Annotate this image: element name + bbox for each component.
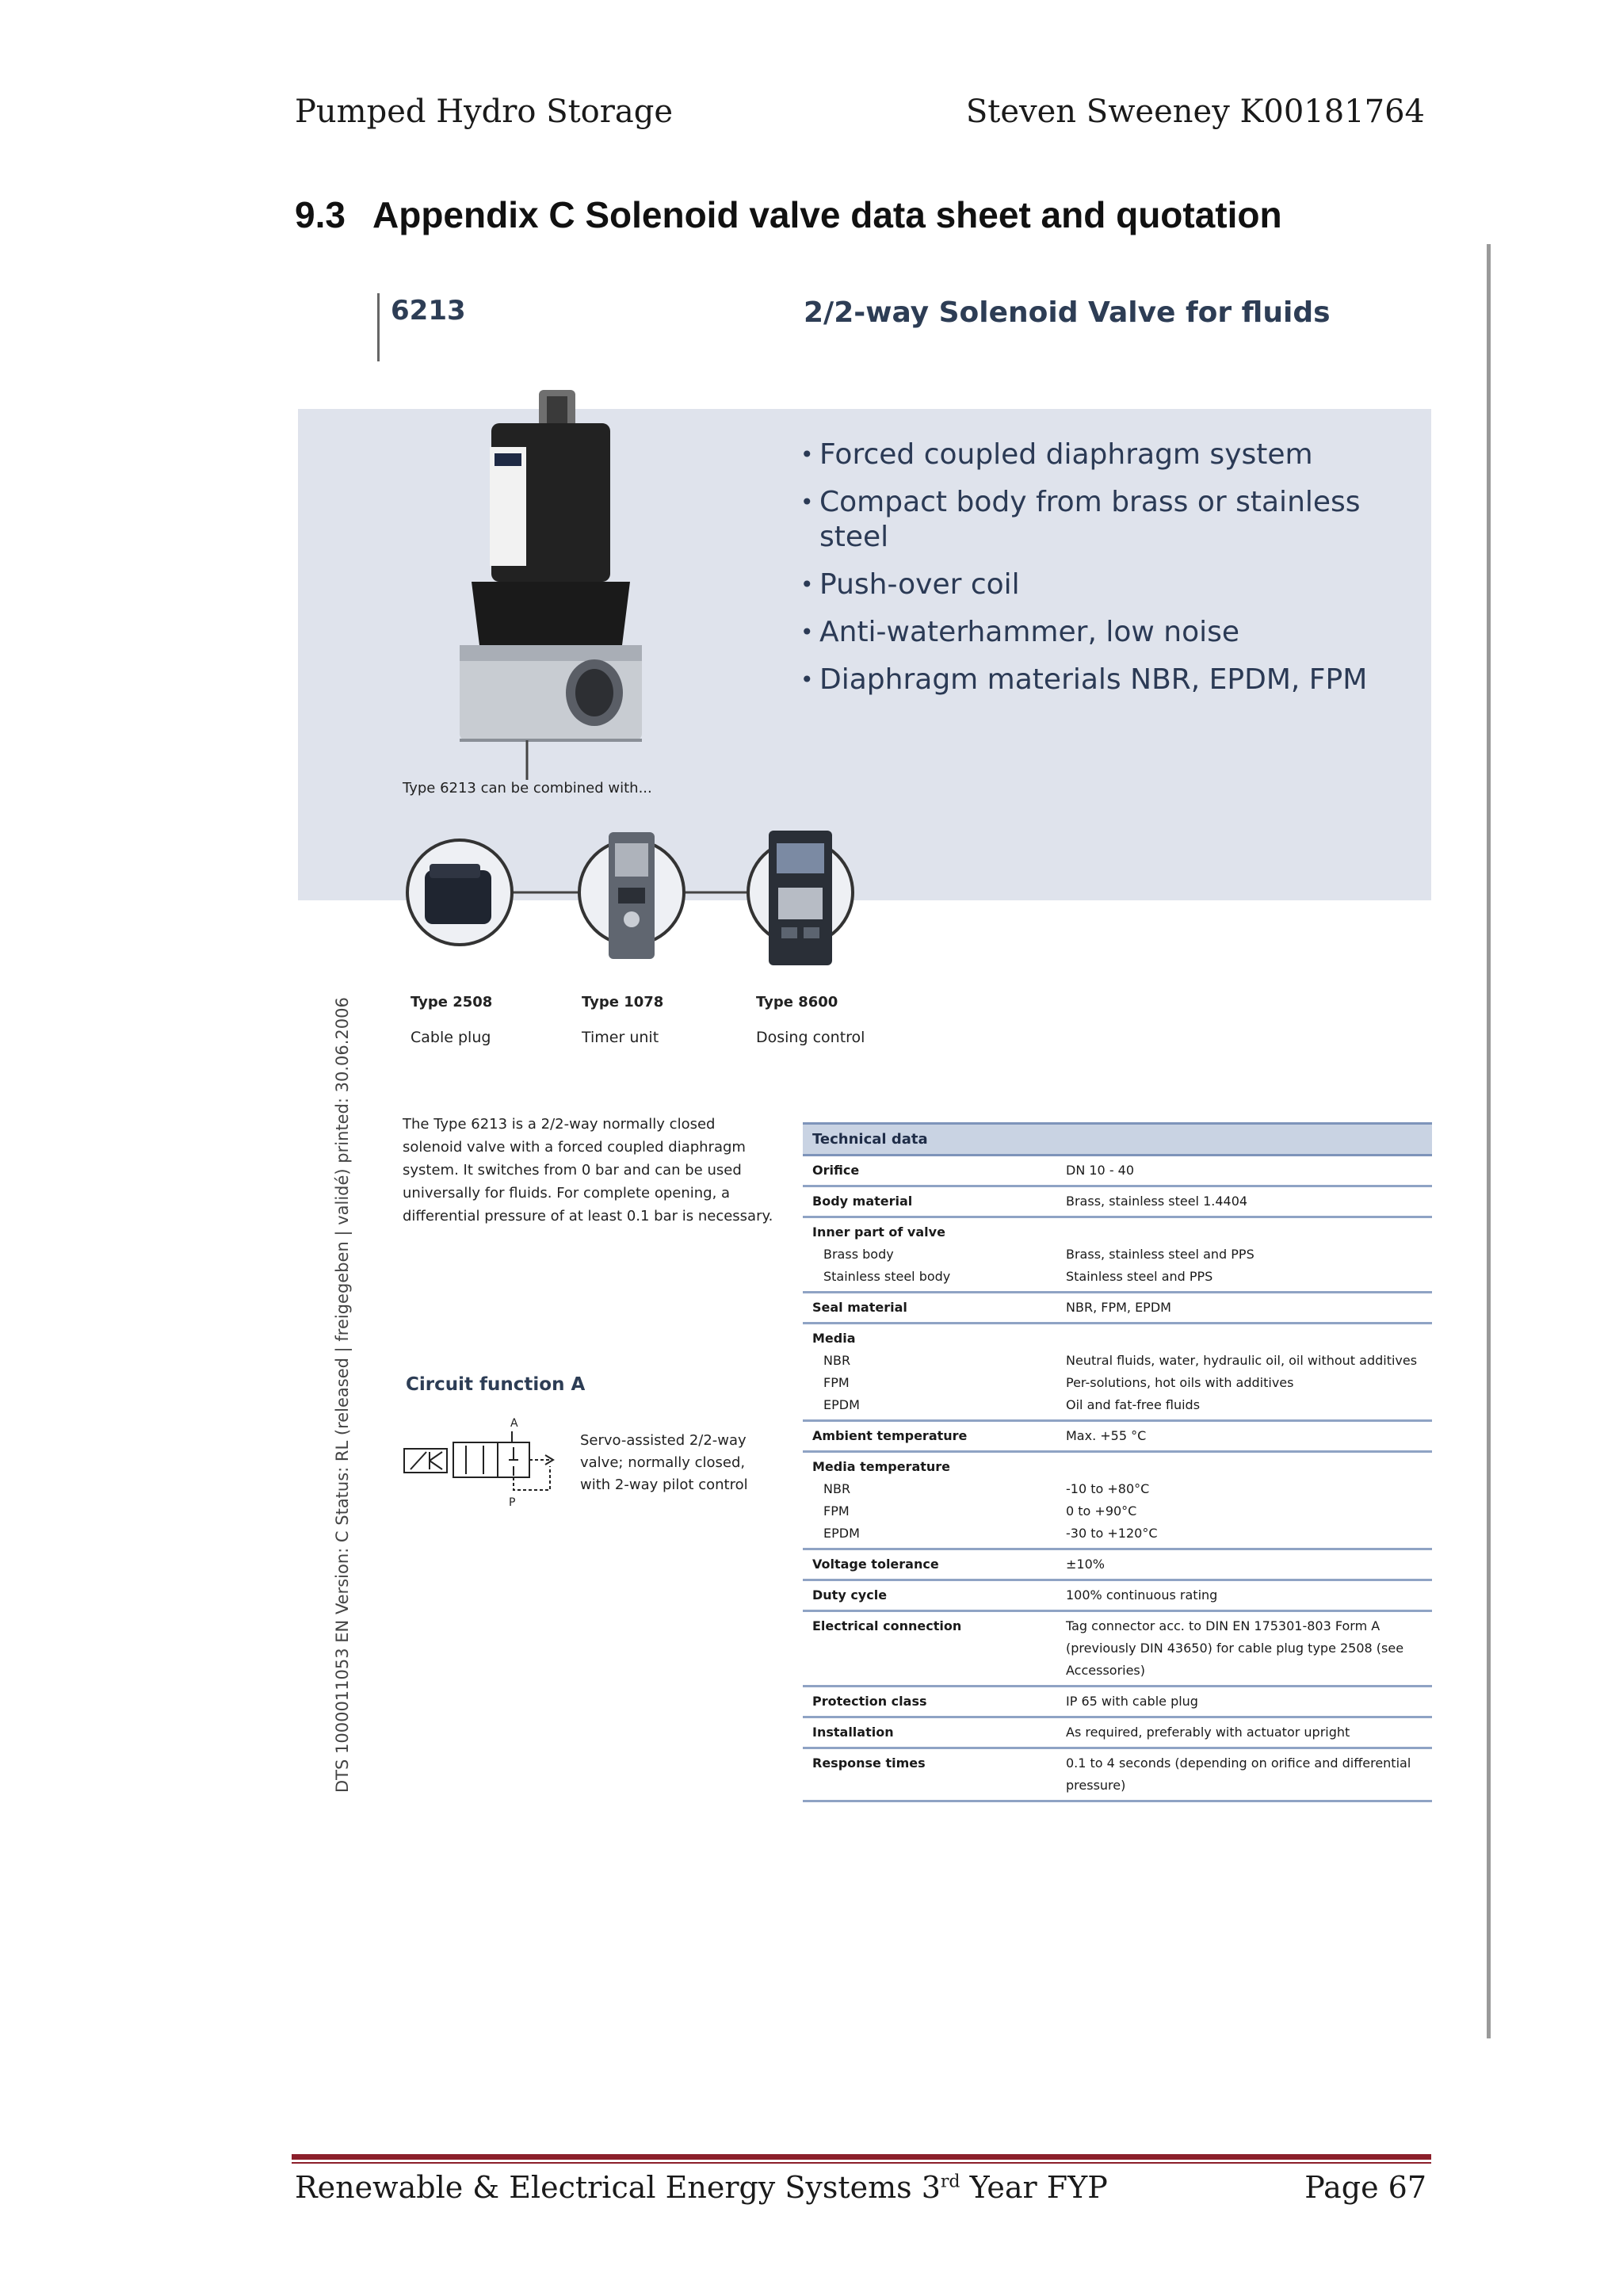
table-row	[803, 1421, 1432, 1452]
row-label: Media temperature	[812, 1459, 951, 1474]
footer-rule-thin	[292, 2162, 1431, 2164]
feature-item: • Compact body from brass or stainless steel	[800, 485, 1403, 555]
row-label: Body material	[803, 1186, 1056, 1217]
table-row	[803, 1717, 1432, 1748]
combined-with-label: Type 6213 can be combined with...	[403, 780, 652, 797]
model-number: 6213	[391, 295, 466, 327]
row-value: Brass, stainless steel and PPS	[1066, 1247, 1254, 1262]
accessory-type-2: Type 1078	[582, 994, 664, 1010]
row-value: -30 to +120°C	[1066, 1526, 1158, 1541]
table-row	[803, 1156, 1432, 1186]
row-value: Brass, stainless steel 1.4404	[1056, 1186, 1432, 1217]
table-header-row	[803, 1124, 1432, 1156]
accessory-desc-2: Timer unit	[582, 1029, 659, 1046]
product-title: 2/2-way Solenoid Valve for fluids	[804, 296, 1331, 329]
table-row	[803, 1748, 1432, 1801]
row-value: As required, preferably with actuator upright	[1056, 1717, 1432, 1748]
page-footer-left	[295, 2170, 1108, 2205]
technical-data-table	[803, 1122, 1432, 1802]
footer-text: Renewable & Electrical Energy Systems 3	[295, 2170, 941, 2205]
feature-item: • Diaphragm materials NBR, EPDM, FPM	[800, 663, 1403, 697]
port-p-label: P	[509, 1496, 516, 1509]
table-row	[803, 1452, 1432, 1549]
title-divider	[377, 293, 380, 361]
solenoid-valve-image	[428, 384, 666, 780]
document-code: DTS 1000011053 EN Version: C Status: RL (released | freigegeben | validé) printed: 30.06.2006	[333, 997, 352, 1793]
port-a-label: A	[510, 1417, 518, 1430]
circuit-function-description: Servo-assisted 2/2-way valve; normally closed, with 2-way pilot control	[580, 1432, 748, 1493]
circuit-function-title: Circuit function A	[406, 1374, 586, 1395]
row-label-group	[803, 1452, 1056, 1549]
row-value: Tag connector acc. to DIN EN 175301-803 Form A (previously DIN 43650) for cable plug type 2508 (see Accessories)	[1056, 1611, 1432, 1687]
table-row	[803, 1186, 1432, 1217]
feature-list	[800, 437, 1403, 710]
accessory-type-3: Type 8600	[756, 994, 838, 1010]
row-sublabel: NBR	[823, 1481, 851, 1496]
page-number: Page 67	[1304, 2170, 1426, 2205]
row-value: Oil and fat-free fluids	[1066, 1397, 1201, 1412]
row-label-group	[803, 1217, 1056, 1293]
row-sublabel: Stainless steel body	[823, 1269, 951, 1284]
row-value-group	[1056, 1217, 1432, 1293]
footer-superscript: rd	[940, 2172, 960, 2192]
table-row	[803, 1293, 1432, 1324]
row-label: Orifice	[803, 1156, 1056, 1186]
table-row	[803, 1687, 1432, 1717]
row-value: ±10%	[1056, 1549, 1432, 1580]
footer-text-tail: Year FYP	[960, 2170, 1108, 2205]
footer-rule	[292, 2154, 1431, 2160]
row-label: Inner part of valve	[812, 1224, 945, 1240]
table-row	[803, 1217, 1432, 1293]
row-label: Media	[812, 1331, 856, 1346]
accessory-images	[396, 793, 872, 983]
row-sublabel: EPDM	[823, 1397, 860, 1412]
row-value: NBR, FPM, EPDM	[1056, 1293, 1432, 1324]
row-value: Max. +55 °C	[1056, 1421, 1432, 1452]
row-label: Seal material	[803, 1293, 1056, 1324]
feature-item: • Forced coupled diaphragm system	[800, 437, 1403, 472]
page-header-left: Pumped Hydro Storage	[295, 94, 674, 130]
row-value-group	[1056, 1324, 1432, 1421]
row-value: -10 to +80°C	[1066, 1481, 1150, 1496]
row-label: Installation	[803, 1717, 1056, 1748]
table-row	[803, 1611, 1432, 1687]
row-label-group	[803, 1324, 1056, 1421]
row-value: DN 10 - 40	[1056, 1156, 1432, 1186]
feature-item: • Anti-waterhammer, low noise	[800, 615, 1403, 650]
row-label: Electrical connection	[803, 1611, 1056, 1687]
table-row	[803, 1324, 1432, 1421]
accessory-type-1: Type 2508	[411, 994, 493, 1010]
row-value: Per-solutions, hot oils with additives	[1066, 1375, 1294, 1390]
row-value: 100% continuous rating	[1056, 1580, 1432, 1611]
row-value-group	[1056, 1452, 1432, 1549]
product-description: The Type 6213 is a 2/2-way normally closed solenoid valve with a forced coupled diaphragm system. It switches from 0 bar and can be used universally for fluids. For complete opening, a differential pressure of at least 0.1 bar is necessary.	[403, 1116, 773, 1224]
row-sublabel: FPM	[823, 1375, 850, 1390]
table-header: Technical data	[803, 1124, 1432, 1156]
section-title: Appendix C Solenoid valve data sheet and quotation	[372, 194, 1282, 235]
section-number: 9.3	[295, 194, 346, 235]
row-value: Stainless steel and PPS	[1066, 1269, 1213, 1284]
figure-border	[1487, 244, 1491, 2038]
row-value: Neutral fluids, water, hydraulic oil, oil without additives	[1066, 1353, 1418, 1368]
page-header-right: Steven Sweeney K00181764	[965, 94, 1425, 130]
row-value: 0 to +90°C	[1066, 1503, 1137, 1519]
row-value: 0.1 to 4 seconds (depending on orifice and differential pressure)	[1056, 1748, 1432, 1801]
row-sublabel: NBR	[823, 1353, 851, 1368]
table-row	[803, 1580, 1432, 1611]
row-label: Protection class	[803, 1687, 1056, 1717]
row-label: Voltage tolerance	[803, 1549, 1056, 1580]
row-sublabel: EPDM	[823, 1526, 860, 1541]
row-label: Response times	[803, 1748, 1056, 1801]
accessory-desc-3: Dosing control	[756, 1029, 865, 1046]
row-label: Ambient temperature	[803, 1421, 1056, 1452]
row-sublabel: Brass body	[823, 1247, 894, 1262]
row-label: Duty cycle	[803, 1580, 1056, 1611]
row-sublabel: FPM	[823, 1503, 850, 1519]
section-heading	[295, 193, 1282, 236]
table-row	[803, 1549, 1432, 1580]
circuit-symbol-icon	[403, 1414, 569, 1509]
feature-item: • Push-over coil	[800, 567, 1403, 602]
accessory-desc-1: Cable plug	[411, 1029, 491, 1046]
row-value: IP 65 with cable plug	[1056, 1687, 1432, 1717]
